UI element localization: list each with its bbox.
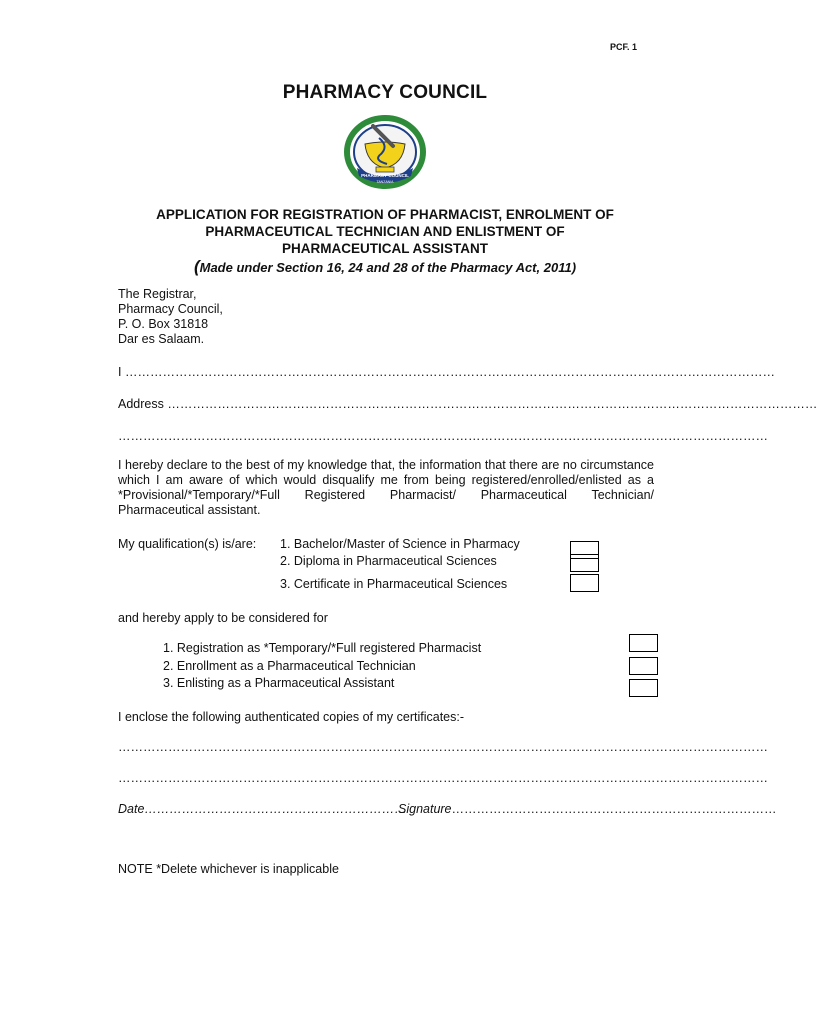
apply-option-3: 3. Enlisting as a Pharmaceutical Assistant: [163, 676, 395, 690]
heading-line-3: PHARMACEUTICAL ASSISTANT: [281, 241, 488, 256]
qualification-checkbox-2[interactable]: [570, 554, 599, 572]
qualification-checkbox-3[interactable]: [570, 574, 599, 592]
address-line-4: Dar es Salaam.: [118, 332, 205, 346]
date-label: Date: [118, 802, 145, 816]
qualification-option-1: 1. Bachelor/Master of Science in Pharmacy: [280, 537, 520, 551]
apply-checkbox-2[interactable]: [629, 657, 658, 675]
apply-checkbox-3[interactable]: [629, 679, 658, 697]
form-heading: [100, 206, 670, 257]
apply-label: and hereby apply to be considered for: [118, 611, 328, 625]
form-id: PCF. 1: [610, 42, 638, 52]
address-line-3: P. O. Box 31818: [118, 317, 209, 331]
certificates-label: I enclose the following authenticated copies of my certificates:-: [118, 710, 465, 724]
note-text: NOTE *Delete whichever is inapplicable: [118, 862, 339, 876]
apply-option-2: 2. Enrollment as a Pharmaceutical Technician: [163, 659, 416, 673]
address-label: Address: [118, 397, 168, 411]
heading-line-1: APPLICATION FOR REGISTRATION OF PHARMACIST, ENROLMENT OF: [156, 207, 614, 222]
address-field-line-2[interactable]: …………………………………………………………………………………………………………………………………………: [118, 429, 768, 443]
address-field[interactable]: [118, 397, 817, 411]
qualification-option-2: 2. Diploma in Pharmaceutical Sciences: [280, 554, 497, 568]
declaration-text: I hereby declare to the best of my knowledge that, the information that there are no circumstance which I am aware of which would disqualify me from being registered/enrolled/enlisted as a *Provisional/*Temporary/*Full Registered Pharmacist/ Pharmaceutical Technician/ Pharmaceutical assistant.: [118, 458, 654, 517]
address-line-2: Pharmacy Council,: [118, 302, 223, 316]
mortar-base-icon: [376, 167, 394, 172]
qualification-label: My qualification(s) is/are:: [118, 537, 257, 551]
signature-label: Signature: [398, 802, 452, 816]
name-field[interactable]: [118, 365, 775, 379]
date-field[interactable]: [118, 802, 407, 816]
name-dotted-line[interactable]: …………………………………………………………………………………………………………………………………………: [124, 365, 775, 379]
pharmacy-council-logo: [343, 116, 427, 190]
apply-option-1: 1. Registration as *Temporary/*Full registered Pharmacist: [163, 641, 482, 655]
form-subheading: (Made under Section 16, 24 and 28 of the Pharmacy Act, 2011): [193, 257, 577, 276]
banner-text-bottom: TANZANIA: [376, 180, 394, 184]
banner-text-top: PHARMACY COUNCIL: [361, 173, 409, 178]
certificates-line-1[interactable]: …………………………………………………………………………………………………………………………………………: [118, 740, 768, 754]
registrar-address: [118, 287, 223, 347]
date-dotted-line[interactable]: ………………………………………………………: [144, 802, 407, 816]
qualification-option-3: 3. Certificate in Pharmaceutical Sciences: [280, 577, 508, 591]
signature-dotted-line[interactable]: ……………………………………………………………………: [451, 802, 777, 816]
certificates-line-2[interactable]: …………………………………………………………………………………………………………………………………………: [118, 771, 768, 785]
address-dotted-line[interactable]: …………………………………………………………………………………………………………………………………………: [167, 397, 817, 411]
address-line-1: The Registrar,: [118, 287, 197, 301]
heading-line-2: PHARMACEUTICAL TECHNICIAN AND ENLISTMENT OF: [205, 224, 565, 239]
page-title: PHARMACY COUNCIL: [282, 82, 488, 103]
name-label: I: [118, 365, 125, 379]
apply-checkbox-1[interactable]: [629, 634, 658, 652]
signature-field[interactable]: [398, 802, 777, 816]
subheading-text: Made under Section 16, 24 and 28 of the Pharmacy Act, 2011: [199, 260, 572, 275]
